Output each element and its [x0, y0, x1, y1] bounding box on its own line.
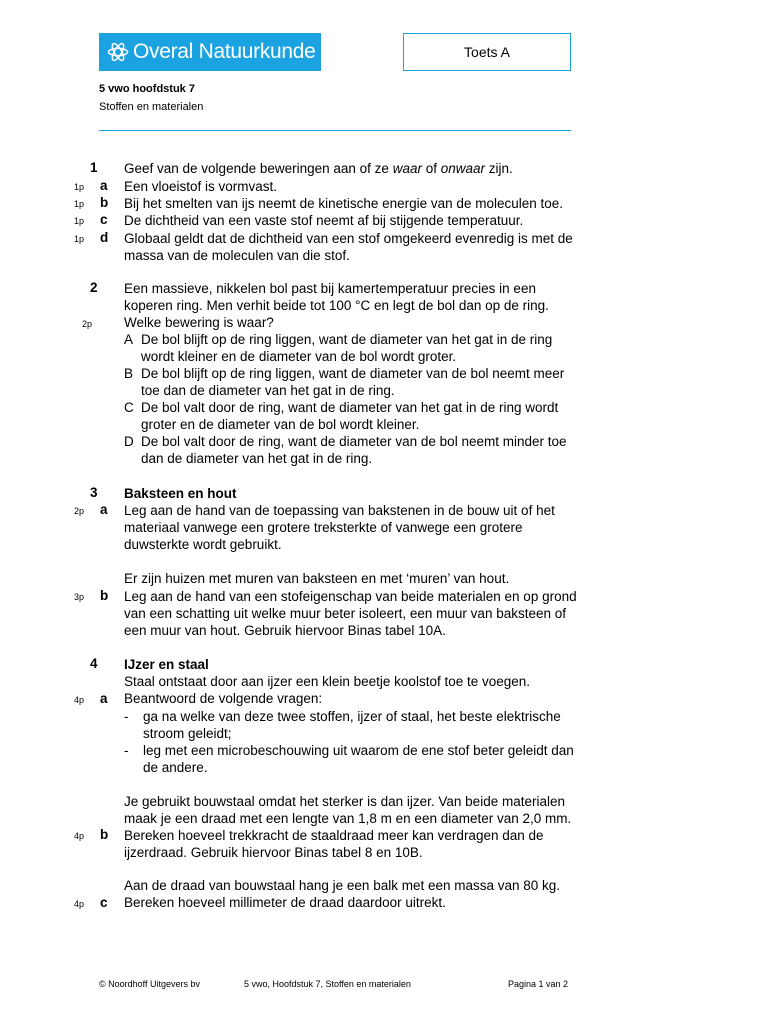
question-number: 2 [90, 280, 98, 295]
option-letter: B [124, 366, 134, 381]
footer-title: 5 vwo, Hoofdstuk 7, Stoffen en materialen [244, 979, 411, 989]
question-text: Geef van de volgende beweringen aan of ze waar of onwaar zijn. [124, 161, 513, 176]
question-number: 4 [90, 656, 98, 671]
points-label: 2p [82, 319, 93, 329]
question-text: Beantwoord de volgende vragen: [124, 691, 323, 706]
bullet-dash: - [124, 743, 129, 758]
part-letter: a [100, 691, 108, 706]
question-text: Een vloeistof is vormvast. [124, 179, 278, 194]
header-divider [99, 130, 571, 131]
points-label: 1p [74, 234, 85, 244]
part-letter: a [100, 502, 108, 517]
bullet-text: leg met een microbeschouwing uit waarom de ene stof beter geleidt dan [143, 743, 574, 758]
brand-logo [99, 33, 321, 71]
question-text: Globaal geldt dat de dichtheid van een stof omgekeerd evenredig is met de [124, 231, 573, 246]
part-letter: d [100, 230, 109, 245]
question-text: Bereken hoeveel millimeter de draad daardoor uitrekt. [124, 895, 446, 910]
option-text: groter en de diameter van de bol wordt kleiner. [141, 417, 420, 432]
question-text: een muur van hout. Gebruik hiervoor Binas tabel 10A. [124, 623, 446, 638]
question-number: 1 [90, 160, 98, 175]
question-text: materiaal vanwege een grotere treksterkte of vanwege een grotere [124, 520, 523, 535]
question-title: IJzer en staal [124, 657, 209, 672]
question-text: De dichtheid van een vaste stof neemt af bij stijgende temperatuur. [124, 213, 524, 228]
points-label: 3p [74, 592, 85, 602]
part-letter: c [100, 212, 108, 227]
question-text: Leg aan de hand van een stofeigenschap van beide materialen en op grond [124, 589, 577, 604]
context-text: Je gebruikt bouwstaal omdat het sterker is dan ijzer. Van beide materialen [124, 794, 565, 809]
context-text: maak je een draad met een lengte van 1,8 m en een diameter van 2,0 mm. [124, 811, 572, 826]
option-text: De bol blijft op de ring liggen, want de diameter van de bol neemt meer [141, 366, 565, 381]
question-text: Bij het smelten van ijs neemt de kinetische energie van de moleculen toe. [124, 196, 564, 211]
option-text: De bol blijft op de ring liggen, want de diameter van het gat in de ring [141, 332, 553, 347]
test-label: Toets A [403, 33, 571, 71]
logo-text: Overal Natuurkunde [133, 40, 316, 63]
option-text: wordt kleiner en de diameter van de bol wordt groter. [141, 349, 457, 364]
option-letter: D [124, 434, 134, 449]
option-text: toe dan de diameter van het gat in de ring. [141, 383, 395, 398]
part-letter: b [100, 827, 109, 842]
context-text: Staal ontstaat door aan ijzer een klein beetje koolstof toe te voegen. [124, 674, 531, 689]
chapter-label: Stoffen en materialen [99, 101, 204, 113]
option-letter: C [124, 400, 134, 415]
question-text: Bereken hoeveel trekkracht de staaldraad meer kan verdragen dan de [124, 828, 544, 843]
part-letter: b [100, 588, 109, 603]
option-text: De bol valt door de ring, want de diameter van het gat in de ring wordt [141, 400, 559, 415]
bullet-text: de andere. [143, 760, 208, 775]
question-text: van een schatting uit welke muur beter isoleert, een muur van baksteen of [124, 606, 566, 621]
points-label: 1p [74, 199, 85, 209]
question-text: Welke bewering is waar? [124, 315, 274, 330]
question-text: koperen ring. Men verhit beide tot 100 °C en legt de bol dan op de ring. [124, 298, 549, 313]
footer-copyright: © Noordhoff Uitgevers bv [99, 979, 201, 989]
footer-page-number: Pagina 1 van 2 [508, 979, 569, 989]
question-text: Een massieve, nikkelen bol past bij kamertemperatuur precies in een [124, 281, 536, 296]
question-title: Baksteen en hout [124, 486, 237, 501]
bullet-text: stroom geleidt; [143, 726, 232, 741]
points-label: 1p [74, 182, 85, 192]
context-text: Er zijn huizen met muren van baksteen en met ‘muren’ van hout. [124, 571, 510, 586]
part-letter: a [100, 178, 108, 193]
part-letter: c [100, 895, 108, 910]
points-label: 1p [74, 216, 85, 226]
context-text: Aan de draad van bouwstaal hang je een balk met een massa van 80 kg. [124, 878, 561, 893]
bullet-text: ga na welke van deze twee stoffen, ijzer of staal, het beste elektrische [143, 709, 561, 724]
question-text: massa van de moleculen van die stof. [124, 248, 350, 263]
question-number: 3 [90, 485, 98, 500]
option-text: dan de diameter van het gat in de ring. [141, 451, 373, 466]
part-letter: b [100, 195, 109, 210]
course-label: 5 vwo hoofdstuk 7 [99, 83, 195, 95]
option-text: De bol valt door de ring, want de diameter van de bol neemt minder toe [141, 434, 567, 449]
bullet-dash: - [124, 709, 129, 724]
points-label: 4p [74, 695, 85, 705]
atom-icon [107, 41, 129, 63]
points-label: 4p [74, 831, 85, 841]
question-text: duwsterkte wordt gebruikt. [124, 537, 282, 552]
points-label: 2p [74, 506, 85, 516]
question-text: ijzerdraad. Gebruik hiervoor Binas tabel 8 en 10B. [124, 845, 423, 860]
question-text: Leg aan de hand van de toepassing van bakstenen in de bouw uit of het [124, 503, 555, 518]
points-label: 4p [74, 899, 85, 909]
option-letter: A [124, 332, 134, 347]
